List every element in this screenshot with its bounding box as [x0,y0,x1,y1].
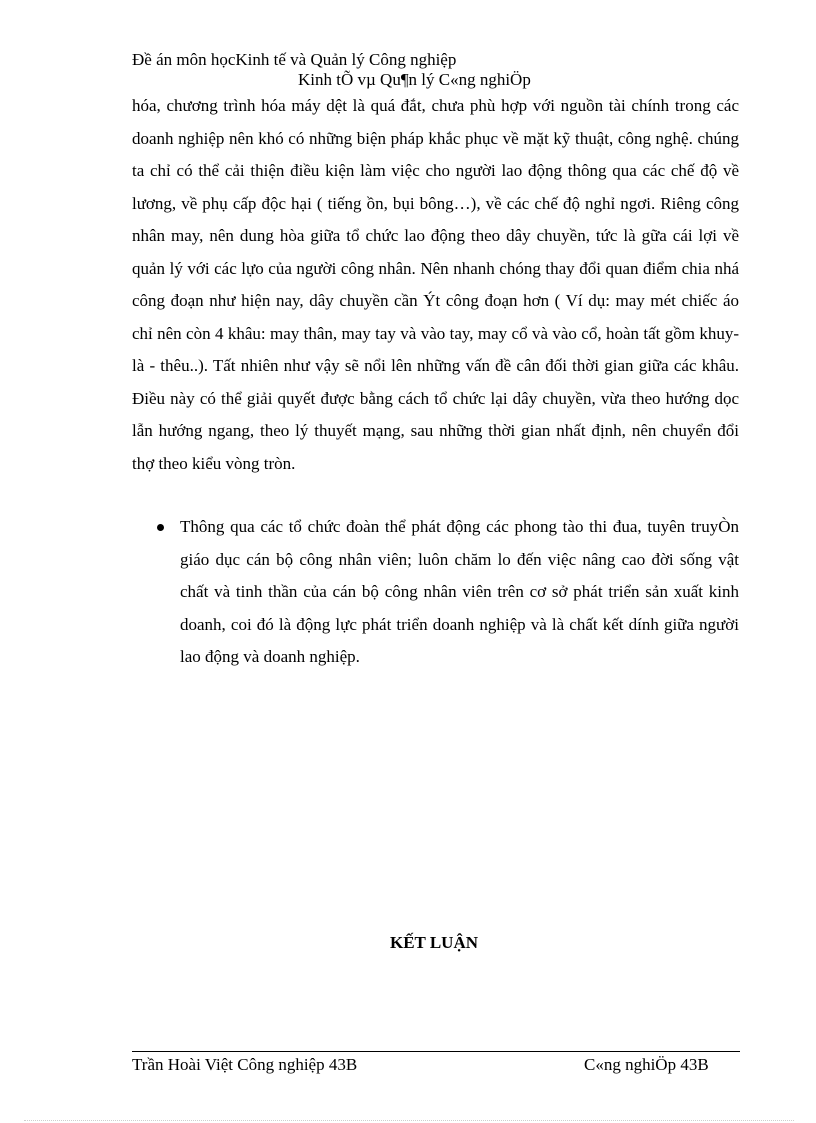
page-bottom-edge [24,1120,794,1121]
footer-divider [132,1051,740,1052]
footer-course: C«ng nghiÖp 43B [584,1055,709,1074]
body-content [132,90,739,480]
bullet-list-item [132,511,739,674]
bullet-dot-icon [157,524,164,531]
document-header-title: Đề án môn họcKinh tế và Quản lý Công nghiệp [132,50,457,69]
body-paragraph: hóa, chương trình hóa máy dệt là quá đắt, chưa phù hợp với nguồn tài chính trong các doanh nghiệp nên khó có những biện pháp khắc phục về mặt kỹ thuật, công nghệ. chúng ta chỉ có thể cải thiện điều kiện làm việc cho người lao động thông qua các chế độ về lương, về phụ cấp độc hại ( tiếng ồn, bụi bông…), về các chế độ nghỉ ngơi. Riêng công nhân may, nên dung hòa giữa tổ chức lao động theo dây chuyền, tức là gữa cái lợi về quản lý với các lựo của người công nhân. Nên nhanh chóng thay đổi quan điểm chia nhá công đoạn như hiện nay, dây chuyền cần Ýt công đoạn hơn ( Ví dụ: may mét chiếc áo chỉ nên còn 4 khâu: may thân, may tay và vào tay, may cổ và vào cổ, hoàn tất gồm khuy- là - thêu..). Tất nhiên như vậy sẽ nổi lên những vấn đề cân đối thời gian giữa các khâu. Điều này có thể giải quyết được bằng cách tổ chức lại dây chuyền, vừa theo hướng dọc lẫn hướng ngang, theo lý thuyết mạng, sau những thời gian nhất định, nên chuyển đổi thợ theo kiểu vòng tròn. [132,96,739,473]
footer-author: Trần Hoài Việt Công nghiệp 43B [132,1055,358,1074]
document-header-subtitle: Kinh tÕ vµ Qu¶n lý C«ng nghiÖp [298,70,531,89]
bullet-text: Thông qua các tổ chức đoàn thể phát động các phong tào thi đua, tuyên truyÒn giáo dục cán bộ công nhân viên; luôn chăm lo đến việc nâng cao đời sống vật chất và tinh thần của cán bộ công nhân viên trên cơ sở phát triển sản xuất kinh doanh, coi đó là động lực phát triển doanh nghiệp và là chất kết dính giữa người lao động và doanh nghiệp. [180,517,739,666]
section-heading: KẾT LUẬN [389,933,478,952]
